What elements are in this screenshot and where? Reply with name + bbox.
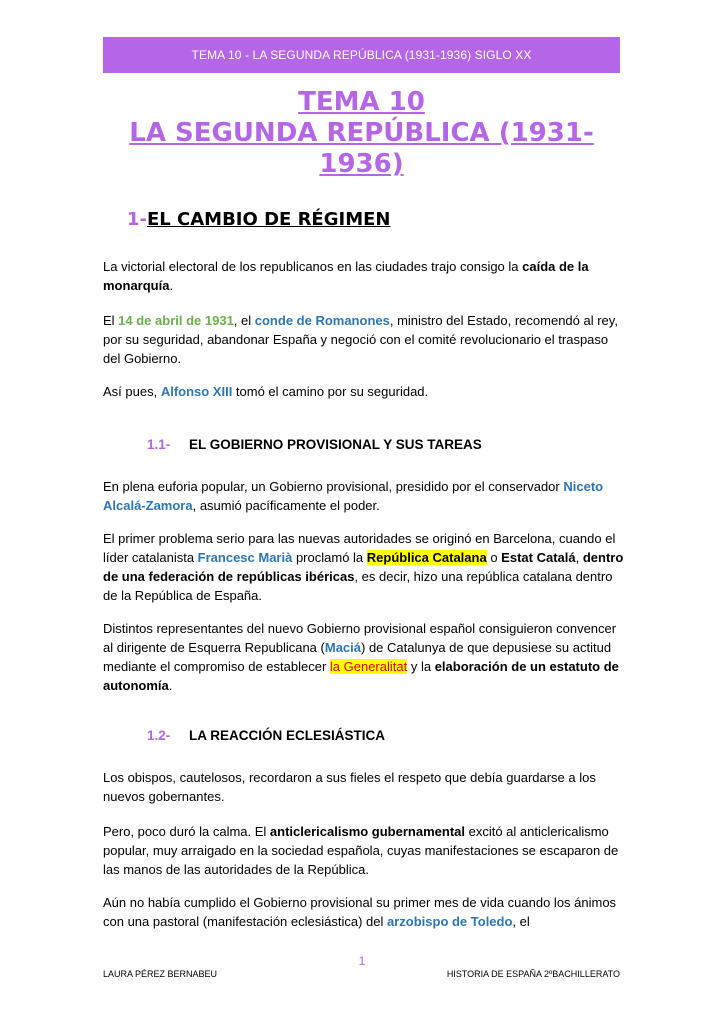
- paragraph-9: [103, 893, 624, 931]
- page-header: [103, 37, 620, 73]
- paragraph-8: [103, 822, 624, 879]
- section-heading: [127, 209, 390, 230]
- highlighted-term: la Generalitat: [329, 659, 408, 674]
- text: ) de Catalunya de que depusiese su actitud mediante el compromiso de establecer: [103, 640, 612, 674]
- paragraph-5: [103, 529, 624, 605]
- text: .: [169, 278, 174, 293]
- highlighted-term: República Catalana: [366, 550, 487, 565]
- subsection-heading-2: [147, 728, 385, 743]
- bold-text: anticlericalismo gubernamental: [269, 824, 465, 839]
- subsection-number: 1.2-: [147, 728, 171, 743]
- text: Los obispos, cautelosos, recordaron a sus fieles el respeto que debía guardarse a los nuevos gobernantes.: [103, 770, 596, 804]
- subsection-heading-1: [147, 437, 482, 452]
- person-name: Maciá: [324, 640, 361, 655]
- bold-text: Estat Catalá: [501, 550, 576, 565]
- title-line-3: 1936): [319, 149, 404, 179]
- title-line-1: TEMA 10: [298, 87, 425, 117]
- text: y la: [407, 659, 435, 674]
- person-name: conde de Romanones: [254, 313, 390, 328]
- text: tomó el camino por su seguridad.: [232, 384, 429, 399]
- text: El primer problema serio para las nuevas autoridades se originó en Barcelona, cuando el líder catalanista: [103, 531, 616, 565]
- paragraph-4: [103, 477, 624, 515]
- text: , ministro del Estado, recomendó al rey, por su seguridad, abandonar España y negoció con el comité revolucionario el traspaso del Gobierno.: [103, 313, 618, 366]
- person-name: Alfonso XIII: [160, 384, 233, 399]
- text: o: [486, 550, 502, 565]
- paragraph-6: [103, 619, 624, 695]
- subsection-title: EL GOBIERNO PROVISIONAL Y SUS TAREAS: [189, 437, 482, 452]
- text: , asumió pacíficamente el poder.: [192, 498, 380, 513]
- header-text: TEMA 10 - LA SEGUNDA REPÚBLICA (1931-1936) SIGLO XX: [191, 48, 532, 62]
- section-number: 1-: [127, 209, 147, 230]
- text: , es decir, hizo una república catalana dentro de la República de España.: [103, 569, 613, 603]
- paragraph-2: [103, 311, 624, 368]
- page-number: 1: [358, 954, 366, 968]
- person-name: Francesc Marià: [197, 550, 293, 565]
- text: Aún no había cumplido el Gobierno provisional su primer mes de vida cuando los ánimos con una pastoral (manifestación eclesiástica) del: [103, 895, 617, 929]
- footer-subject: HISTORIA DE ESPAÑA 2ºBACHILLERATO: [446, 969, 620, 979]
- bold-text: dentro de una federación de repúblicas ibéricas: [103, 550, 624, 584]
- text: En plena euforia popular, un Gobierno provisional, presidido por el conservador: [103, 479, 564, 494]
- document-title: [103, 87, 620, 180]
- text: El: [103, 313, 119, 328]
- text: La victorial electoral de los republicanos en las ciudades trajo consigo la: [103, 259, 523, 274]
- text: Así pues,: [103, 384, 161, 399]
- paragraph-1: [103, 257, 624, 295]
- bold-text: elaboración de un estatuto de autonomía: [103, 659, 619, 693]
- subsection-title: LA REACCIÓN ECLESIÁSTICA: [189, 728, 386, 743]
- text: , el: [512, 914, 530, 929]
- paragraph-7: [103, 768, 624, 806]
- footer-author: LAURA PÉREZ BERNABEU: [103, 969, 218, 979]
- person-name: Niceto Alcalá-Zamora: [103, 479, 604, 513]
- bold-text: caída de la monarquía: [103, 259, 589, 293]
- paragraph-3: [103, 382, 624, 401]
- title-line-2: LA SEGUNDA REPÚBLICA (1931-: [129, 118, 594, 148]
- section-title: EL CAMBIO DE RÉGIMEN: [147, 209, 391, 230]
- text: excitó al anticlericalismo popular, muy arraigado en la sociedad española, cuyas manifestaciones se escaparon de las manos de las autoridades de la República.: [103, 824, 619, 877]
- text: ,: [575, 550, 583, 565]
- subsection-number: 1.1-: [147, 437, 171, 452]
- person-name: arzobispo de Toledo: [386, 914, 513, 929]
- text: proclamó la: [292, 550, 367, 565]
- text: .: [168, 678, 173, 693]
- text: , el: [233, 313, 255, 328]
- date-highlight: 14 de abril de 1931: [118, 313, 234, 328]
- text: Distintos representantes del nuevo Gobierno provisional español consiguieron convencer al dirigente de Esquerra Republicana (: [103, 621, 617, 655]
- text: Pero, poco duró la calma. El: [103, 824, 270, 839]
